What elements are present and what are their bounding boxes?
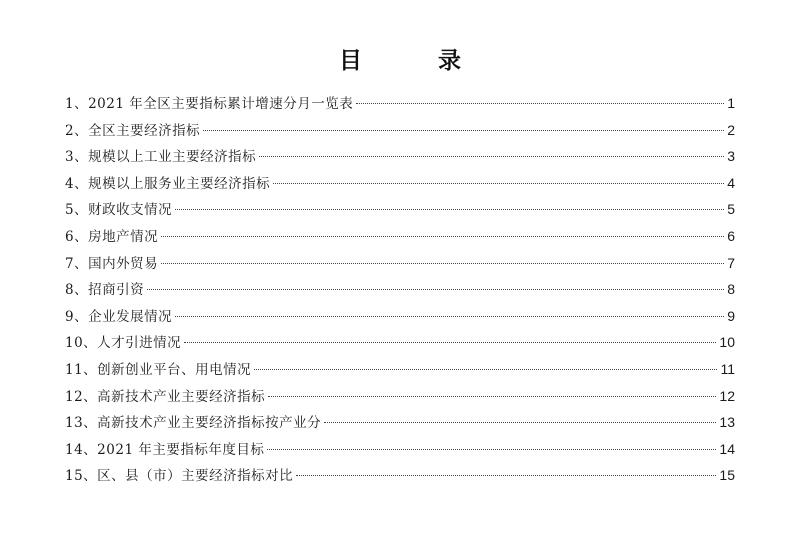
toc-page-number: 6 <box>727 227 735 244</box>
toc-entry-5[interactable] <box>65 198 735 225</box>
toc-page-number: 5 <box>727 201 735 218</box>
dot-leader <box>267 449 716 450</box>
toc-entry-label: 7、国内外贸易 <box>65 255 159 272</box>
toc-page-number: 14 <box>719 440 735 457</box>
toc-entry-label: 14、2021 年主要指标年度目标 <box>65 441 265 458</box>
toc-entry-label: 6、房地产情况 <box>65 228 159 245</box>
toc-entry-label: 8、招商引资 <box>65 282 145 299</box>
toc-entry-11[interactable] <box>65 358 735 385</box>
toc-entry-label: 9、企业发展情况 <box>65 308 173 325</box>
toc-entry-label: 2、全区主要经济指标 <box>65 122 201 139</box>
toc-page-number: 3 <box>727 148 735 165</box>
toc-entry-label: 13、高新技术产业主要经济指标按产业分 <box>65 415 322 432</box>
dot-leader <box>324 422 716 423</box>
toc-page-number: 13 <box>719 414 735 431</box>
dot-leader <box>259 156 724 157</box>
toc-entry-4[interactable] <box>65 172 735 199</box>
toc-entry-1[interactable] <box>65 92 735 119</box>
toc-entry-10[interactable] <box>65 331 735 358</box>
toc-entry-label: 10、人才引进情况 <box>65 335 182 352</box>
toc-entry-13[interactable] <box>65 411 735 438</box>
dot-leader <box>356 103 724 104</box>
table-of-contents <box>65 92 735 491</box>
dot-leader <box>161 236 724 237</box>
toc-entry-8[interactable] <box>65 278 735 305</box>
toc-page-number: 7 <box>727 254 735 271</box>
toc-entry-label: 15、区、县（市）主要经济指标对比 <box>65 468 294 485</box>
toc-entry-9[interactable] <box>65 305 735 332</box>
toc-page-number: 10 <box>719 334 735 351</box>
toc-page-number: 8 <box>727 281 735 298</box>
toc-page-number: 4 <box>727 174 735 191</box>
toc-page-number: 9 <box>727 307 735 324</box>
toc-page-number: 15 <box>719 467 735 484</box>
toc-entry-6[interactable] <box>65 225 735 252</box>
dot-leader <box>268 396 716 397</box>
toc-entry-12[interactable] <box>65 385 735 412</box>
dot-leader <box>184 342 716 343</box>
toc-entry-label: 1、2021 年全区主要指标累计增速分月一览表 <box>65 96 354 112</box>
toc-entry-label: 5、财政收支情况 <box>65 202 173 219</box>
toc-entry-label: 4、规模以上服务业主要经济指标 <box>65 175 271 192</box>
toc-page-number: 2 <box>727 121 735 138</box>
toc-page-number: 12 <box>719 387 735 404</box>
toc-entry-3[interactable] <box>65 145 735 172</box>
toc-entry-2[interactable] <box>65 119 735 146</box>
toc-page-number: 11 <box>720 360 735 377</box>
toc-entry-label: 11、创新创业平台、用电情况 <box>65 361 252 378</box>
toc-page-number: 1 <box>727 95 735 111</box>
dot-leader <box>175 209 724 210</box>
dot-leader <box>254 369 717 370</box>
dot-leader <box>203 130 724 131</box>
toc-entry-label: 3、规模以上工业主要经济指标 <box>65 149 257 166</box>
toc-entry-7[interactable] <box>65 252 735 279</box>
dot-leader <box>273 183 724 184</box>
page-title: 目 录 <box>338 48 495 74</box>
toc-entry-label: 12、高新技术产业主要经济指标 <box>65 388 266 405</box>
dot-leader <box>175 316 724 317</box>
dot-leader <box>296 475 716 476</box>
toc-entry-14[interactable] <box>65 438 735 465</box>
dot-leader <box>161 263 724 264</box>
toc-entry-15[interactable] <box>65 464 735 491</box>
dot-leader <box>147 289 724 290</box>
